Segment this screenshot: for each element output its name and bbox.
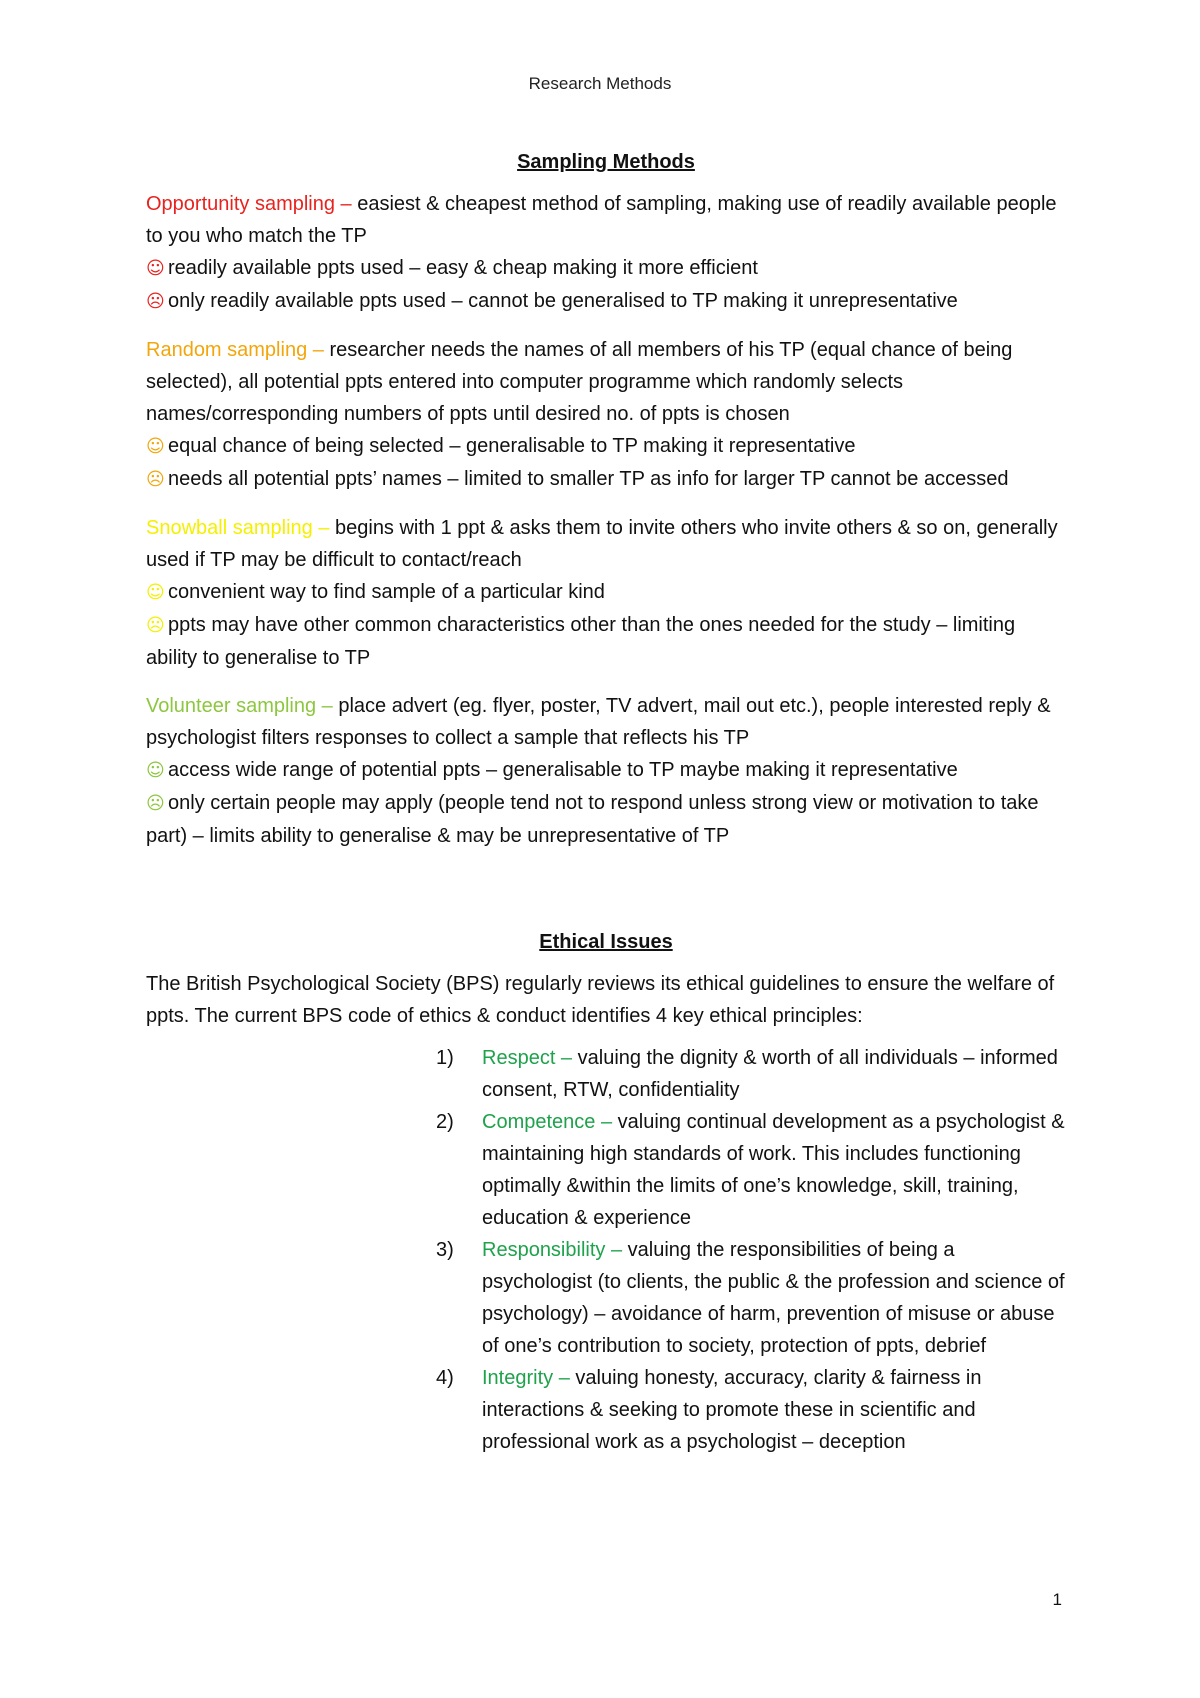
ethical-issues-heading: Ethical Issues [539, 931, 673, 953]
pro-text: equal chance of being selected – generalisable to TP making it representative [168, 435, 856, 457]
principle-description: valuing the dignity & worth of all individuals – informed consent, RTW, confidentiality [482, 1047, 1058, 1101]
method-description: researcher needs the names of all members of his TP (equal chance of being selected), all potential ppts entered into computer programme which randomly selects names/corresponding numbers of ppts until desired no. of ppts is chosen [146, 339, 1013, 425]
method-opportunity [146, 188, 1066, 318]
method-term: Random sampling – [146, 339, 324, 361]
method-definition [146, 334, 1066, 430]
method-con [146, 463, 1066, 496]
principle-term: Respect – [482, 1047, 573, 1069]
principle-number: 3) [436, 1239, 454, 1261]
principle-number: 2) [436, 1111, 454, 1133]
frown-icon: ☹ [146, 291, 165, 312]
method-definition [146, 188, 1066, 252]
principle-item [436, 1234, 1066, 1362]
principle-item [436, 1362, 1066, 1458]
method-term: Volunteer sampling – [146, 695, 333, 717]
ethical-principles-list [146, 1042, 1066, 1458]
pro-text: convenient way to find sample of a particular kind [168, 581, 605, 603]
principle-description: valuing honesty, accuracy, clarity & fairness in interactions & seeking to promote these in scientific and professional work as a psychologist – deception [482, 1367, 982, 1453]
frown-icon: ☹ [146, 469, 165, 490]
method-pro [146, 252, 1066, 285]
smiley-icon: ☺ [146, 258, 165, 279]
method-pro [146, 430, 1066, 463]
sampling-methods-heading: Sampling Methods [517, 151, 695, 173]
principle-term: Responsibility – [482, 1239, 623, 1261]
principle-term: Competence – [482, 1111, 613, 1133]
method-term: Opportunity sampling – [146, 193, 352, 215]
method-definition [146, 690, 1066, 754]
principle-number: 4) [436, 1367, 454, 1389]
method-con [146, 285, 1066, 318]
method-random [146, 334, 1066, 496]
principle-description: valuing continual development as a psychologist & maintaining high standards of work. This includes functioning optimally &within the limits of one’s knowledge, skill, training, education & experience [482, 1111, 1065, 1229]
method-pro [146, 576, 1066, 609]
method-definition [146, 512, 1066, 576]
principle-term: Integrity – [482, 1367, 570, 1389]
frown-icon: ☹ [146, 793, 165, 814]
smiley-icon: ☺ [146, 582, 165, 603]
method-pro [146, 754, 1066, 787]
method-description: easiest & cheapest method of sampling, making use of readily available people to you who match the TP [146, 193, 1057, 247]
method-con [146, 787, 1066, 852]
pro-text: readily available ppts used – easy & cheap making it more efficient [168, 257, 758, 279]
method-term: Snowball sampling – [146, 517, 330, 539]
pro-text: access wide range of potential ppts – generalisable to TP maybe making it representative [168, 759, 958, 781]
con-text: ppts may have other common characteristics other than the ones needed for the study – limiting ability to generalise to TP [146, 614, 1016, 669]
con-text: only certain people may apply (people tend not to respond unless strong view or motivation to take part) – limits ability to generalise & may be unrepresentative of TP [146, 792, 1039, 847]
principle-item [436, 1042, 1066, 1106]
ethics-intro: The British Psychological Society (BPS) regularly reviews its ethical guidelines to ensure the welfare of ppts. The current BPS code of ethics & conduct identifies 4 key ethical principles: [146, 973, 1055, 1027]
method-snowball [146, 512, 1066, 674]
frown-icon: ☹ [146, 615, 165, 636]
smiley-icon: ☺ [146, 760, 165, 781]
method-description: place advert (eg. flyer, poster, TV advert, mail out etc.), people interested reply & psychologist filters responses to collect a sample that reflects his TP [146, 695, 1051, 749]
page-number: 1 [1052, 1590, 1062, 1609]
method-description: begins with 1 ppt & asks them to invite others who invite others & so on, generally used if TP may be difficult to contact/reach [146, 517, 1058, 571]
method-con [146, 609, 1066, 674]
smiley-icon: ☺ [146, 436, 165, 457]
method-volunteer [146, 690, 1066, 852]
section-spacer [146, 868, 1066, 926]
con-text: only readily available ppts used – cannot be generalised to TP making it unrepresentative [168, 290, 958, 312]
page-content [146, 146, 1066, 1458]
principle-number: 1) [436, 1047, 454, 1069]
principle-description: valuing the responsibilities of being a psychologist (to clients, the public & the profession and science of psychology) – avoidance of harm, prevention of misuse or abuse of one’s contribution to society, protection of ppts, debrief [482, 1239, 1065, 1357]
con-text: needs all potential ppts’ names – limited to smaller TP as info for larger TP cannot be accessed [168, 468, 1009, 490]
running-header: Research Methods [528, 74, 672, 93]
principle-item [436, 1106, 1066, 1234]
